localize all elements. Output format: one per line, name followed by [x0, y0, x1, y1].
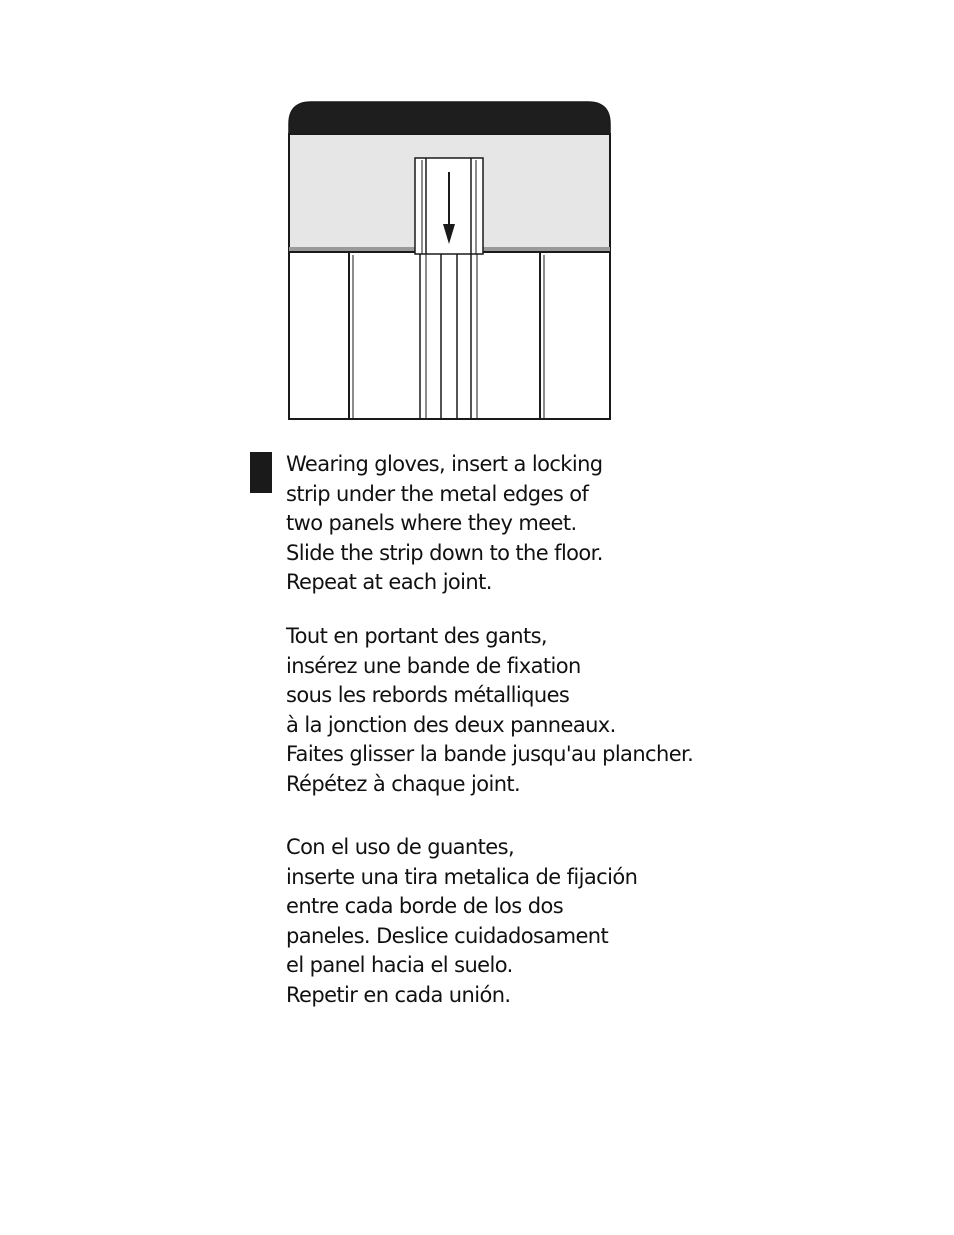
instructions-spanish [286, 833, 637, 1011]
french-line: Répétez à chaque joint. [286, 771, 521, 796]
french-line: sous les rebords métalliques [286, 683, 570, 708]
header-cap [289, 102, 610, 134]
spanish-line: inserte una tira metalica de fijación [286, 864, 638, 889]
instructions-french [286, 622, 693, 800]
english-line: Repeat at each joint. [286, 570, 492, 595]
spanish-line: el panel hacia el suelo. [286, 953, 513, 978]
french-line: Tout en portant des gants, [286, 624, 547, 648]
french-line: Faites glisser la bande jusqu'au plancher. [286, 742, 694, 767]
english-line: Wearing gloves, insert a locking [286, 452, 603, 476]
step-marker-icon [250, 452, 272, 493]
spanish-line: Con el uso de guantes, [286, 835, 515, 859]
panel-left [289, 252, 610, 419]
french-line: à la jonction des deux panneaux. [286, 712, 616, 737]
locking-strip-illustration [286, 100, 613, 422]
english-line: two panels where they meet. [286, 511, 577, 536]
english-line: Slide the strip down to the floor. [286, 540, 603, 565]
english-line: strip under the metal edges of [286, 481, 589, 506]
french-line: insérez une bande de fixation [286, 653, 581, 678]
spanish-line: entre cada borde de los dos [286, 894, 564, 919]
spanish-line: paneles. Deslice cuidadosament [286, 923, 609, 948]
instructions-english [286, 450, 603, 598]
spanish-line: Repetir en cada unión. [286, 982, 511, 1007]
